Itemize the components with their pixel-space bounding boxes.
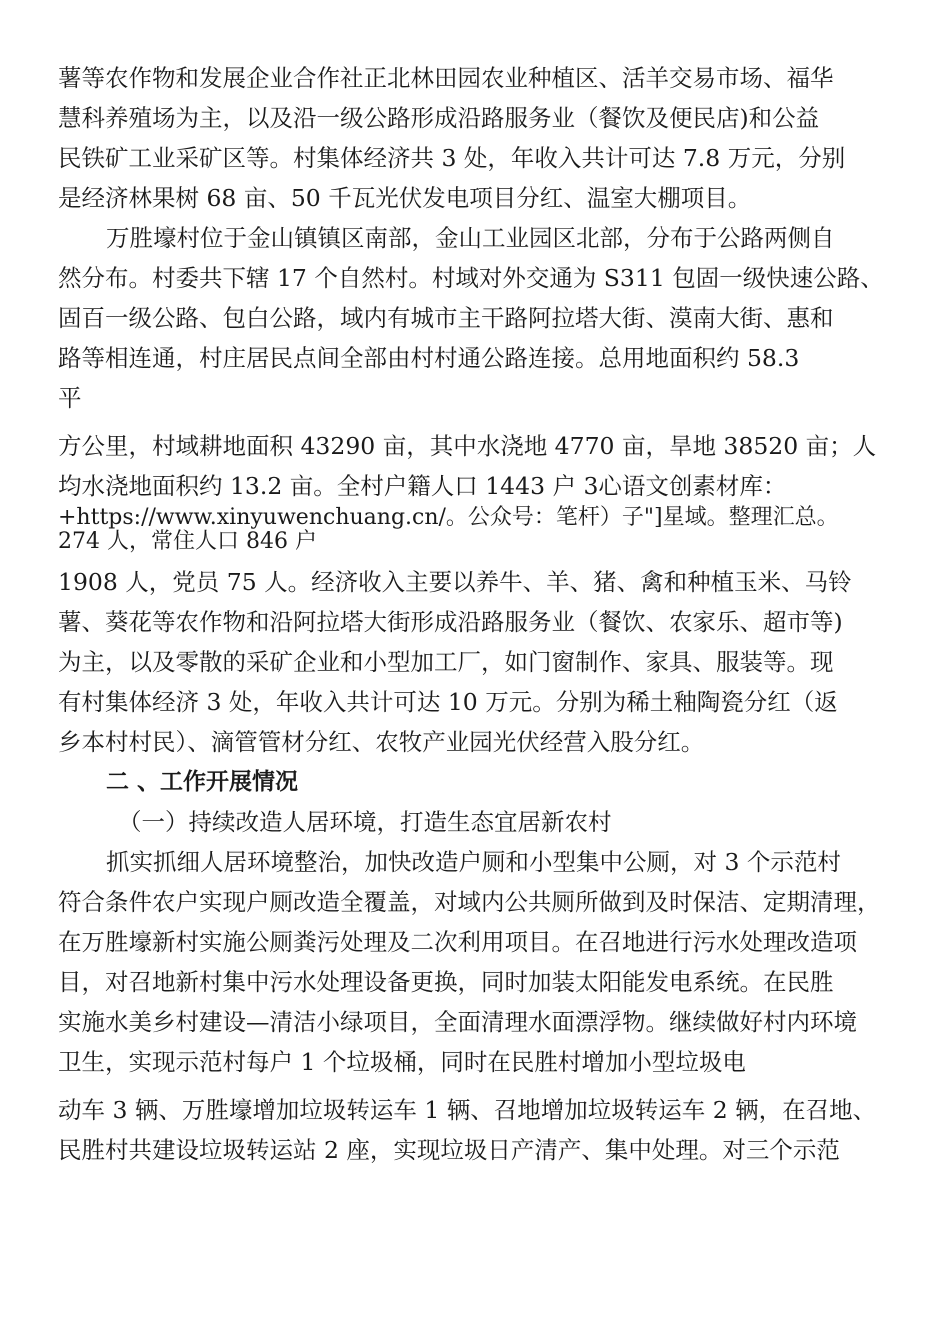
text-line: 卫生，实现示范村每户 1 个垃圾桶，同时在民胜村增加小型垃圾电 (58, 1048, 746, 1076)
text-line: 274 人，常住人口 846 户 (58, 529, 317, 554)
text-line: 目，对召地新村集中污水处理设备更换，同时加装太阳能发电系统。在民胜 (58, 968, 834, 996)
text-line: 薯、葵花等农作物和沿阿拉塔大街形成沿路服务业（餐饮、农家乐、超市等) (58, 608, 843, 636)
text-line: 有村集体经济 3 处，年收入共计可达 10 万元。分别为稀土釉陶瓷分红（返 (58, 688, 838, 716)
subsection-heading: （一）持续改造人居环境，打造生态宜居新农村 (118, 808, 612, 836)
text-line: 乡本村村民）、滴管管材分红、农牧产业园光伏经营入股分红。 (58, 728, 705, 756)
text-line: 均水浇地面积约 13.2 亩。全村户籍人口 1443 户 3心语文创素材库： (58, 472, 787, 500)
text-line: 薯等农作物和发展企业合作社正北林田园农业种植区、活羊交易市场、福华 (58, 64, 834, 92)
text-line: 慧科养殖场为主，以及沿一级公路形成沿路服务业（餐饮及便民店)和公益 (58, 104, 820, 132)
text-line: 万胜壕村位于金山镇镇区南部，金山工业园区北部，分布于公路两侧自 (106, 224, 835, 252)
text-line: 在万胜壕新村实施公厕粪污处理及二次利用项目。在召地进行污水处理改造项 (58, 928, 857, 956)
text-line: 动车 3 辆、万胜壕增加垃圾转运车 1 辆、召地增加垃圾转运车 2 辆，在召地、 (58, 1096, 877, 1124)
text-line: 1908 人，党员 75 人。经济收入主要以养牛、羊、猪、禽和种植玉米、马铃 (58, 568, 852, 596)
text-line: 然分布。村委共下辖 17 个自然村。村域对外交通为 S311 包固一级快速公路、 (58, 264, 884, 292)
text-line: 固百一级公路、包白公路，域内有城市主干路阿拉塔大街、漠南大街、惠和 (58, 304, 834, 332)
document-page (58, 58, 900, 1170)
watermark-text: +https://www.xinyuwenchuang.cn/。公众号：笔杆）子"]星域。整理汇总。 (58, 505, 839, 530)
text-line: 路等相连通，村庄居民点间全部由村村通公路连接。总用地面积约 58.3 (58, 344, 800, 372)
text-line: 符合条件农户实现户厕改造全覆盖，对域内公共厕所做到及时保洁、定期清理， (58, 888, 881, 916)
text-line: 实施水美乡村建设—清洁小绿项目，全面清理水面漂浮物。继续做好村内环境 (58, 1008, 857, 1036)
text-line: 为主，以及零散的采矿企业和小型加工厂，如门窗制作、家具、服装等。现 (58, 648, 834, 676)
text-line: 民铁矿工业采矿区等。村集体经济共 3 处，年收入共计可达 7.8 万元，分别 (58, 144, 846, 172)
text-line: 是经济林果树 68 亩、50 千瓦光伏发电项目分红、温室大棚项目。 (58, 184, 752, 212)
section-heading: 二 、工作开展情况 (106, 769, 299, 795)
text-line: 民胜村共建设垃圾转运站 2 座，实现垃圾日产清产、集中处理。对三个示范 (58, 1136, 840, 1164)
text-line: 方公里，村域耕地面积 43290 亩，其中水浇地 4770 亩，旱地 38520 亩；人 (58, 432, 877, 460)
text-line: 平 (58, 384, 82, 412)
text-line: 抓实抓细人居环境整治，加快改造户厕和小型集中公厕，对 3 个示范村 (106, 848, 841, 876)
